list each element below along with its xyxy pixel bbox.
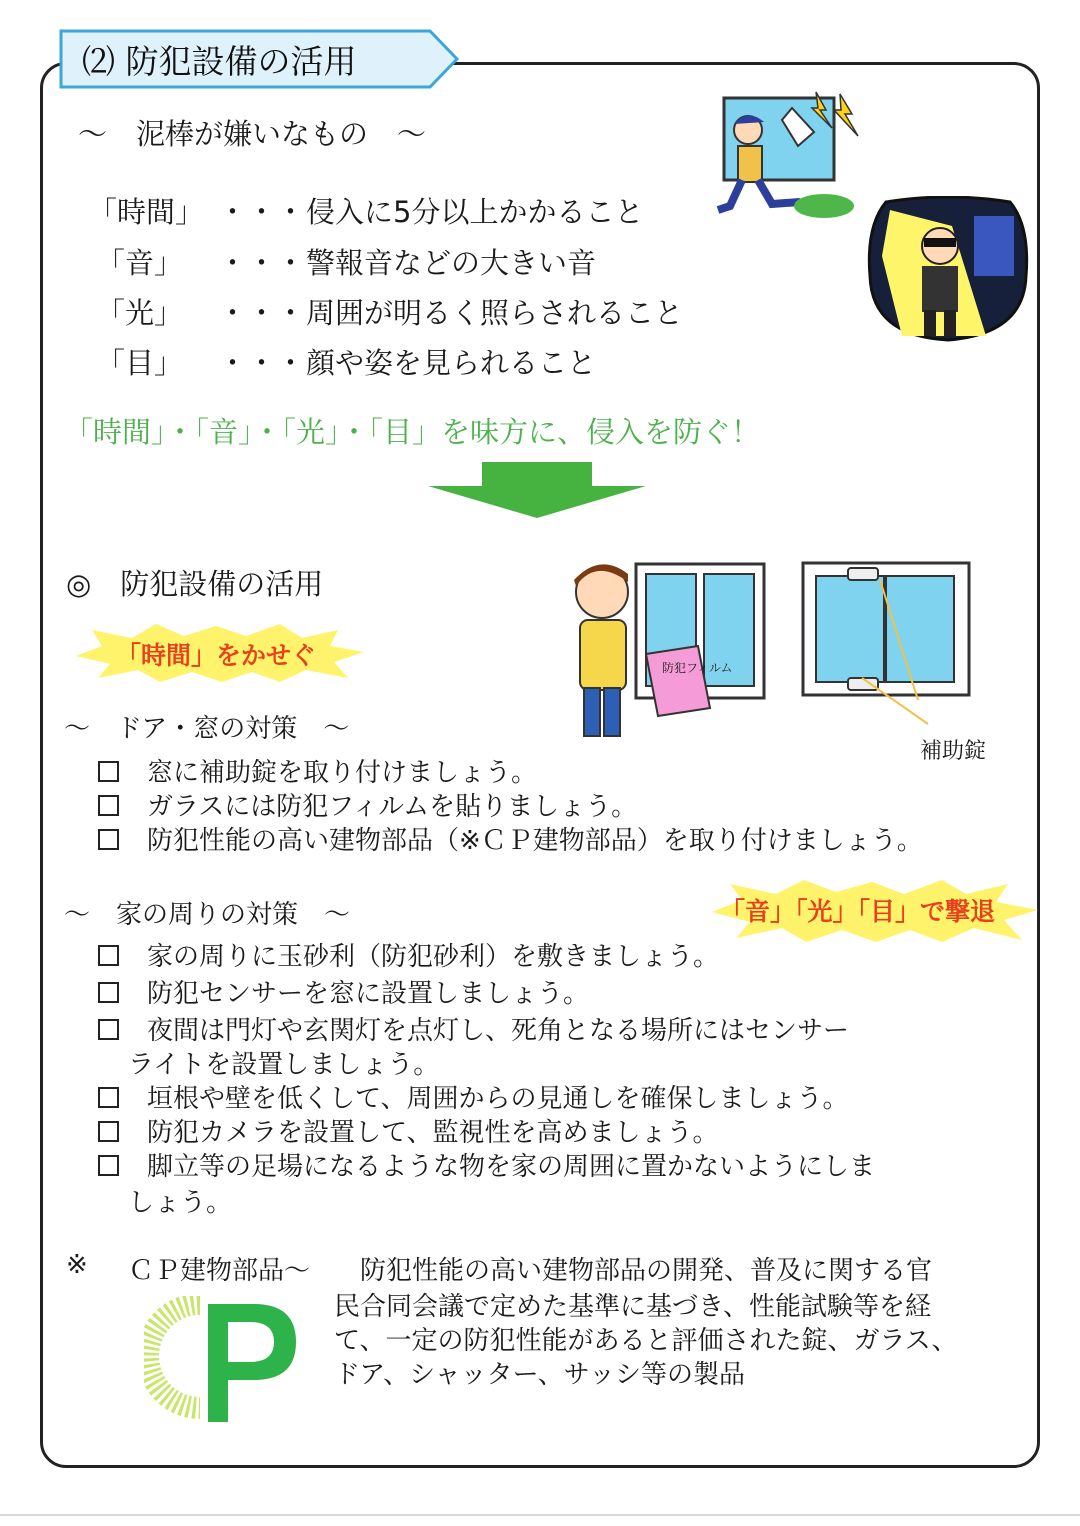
checkbox-icon <box>98 1121 119 1142</box>
checkbox-icon <box>98 761 119 782</box>
checklist-item: ガラスには防犯フィルムを貼りましょう。 <box>98 786 637 823</box>
lock-label: 補助錠 <box>920 739 987 764</box>
burst-time-label: 「時間」をかせぐ <box>116 641 317 670</box>
checkbox-icon <box>98 945 119 966</box>
note-line: ドア、シャッター、サッシ等の製品 <box>334 1360 746 1390</box>
dislikes-heading: ～ 泥棒が嫌いなもの ～ <box>78 117 427 151</box>
dislike-key-eye: 「目」 <box>96 346 184 380</box>
lock-pointer-lines <box>850 676 940 728</box>
dislike-dots: ・・・ <box>218 246 306 280</box>
dislike-desc-sound: 警報音などの大きい音 <box>306 246 597 280</box>
man-applying-film-illustration <box>566 558 768 744</box>
checklist-item: 脚立等の足場になるような物を家の周囲に置かないようにしま <box>98 1146 875 1183</box>
dislike-desc-time: 侵入に5分以上かかること <box>306 195 644 229</box>
checklist-item: 垣根や壁を低くして、周囲からの見通しを確保しましょう。 <box>98 1078 848 1115</box>
dislike-key-light: 「光」 <box>96 296 184 330</box>
note-line: て、一定の防犯性能があると評価された錠、ガラス、 <box>334 1326 958 1356</box>
checkbox-icon <box>98 1019 119 1040</box>
note-term: ＣＰ建物部品～ <box>128 1256 311 1286</box>
dislike-desc-light: 周囲が明るく照らされること <box>306 296 684 330</box>
checkbox-icon <box>98 829 119 850</box>
equipment-heading: ◎ 防犯設備の活用 <box>66 567 324 601</box>
checkbox-icon <box>98 795 119 816</box>
checkbox-icon <box>98 982 119 1003</box>
dislike-dots: ・・・ <box>218 195 306 229</box>
dislike-desc-eye: 顔や姿を見られること <box>306 346 597 380</box>
dislike-dots: ・・・ <box>218 296 306 330</box>
checklist-item: 防犯性能の高い建物部品（※ＣＰ建物部品）を取り付けましょう。 <box>98 820 923 857</box>
checklist-item: 防犯カメラを設置して、監視性を高めましょう。 <box>98 1112 718 1149</box>
dislike-key-sound: 「音」 <box>96 246 184 280</box>
door-window-heading: ～ ドア・窓の対策 ～ <box>64 714 350 744</box>
checklist-item-continuation: ライトを設置しましょう。 <box>128 1050 440 1080</box>
note-line: 民合同会議で定めた基準に基づき、性能試験等を経 <box>334 1292 931 1322</box>
checklist-item: 夜間は門灯や玄関灯を点灯し、死角となる場所にはセンサー <box>98 1010 849 1047</box>
burglar-spotlight-illustration <box>866 196 1030 344</box>
burglar-window-illustration <box>712 88 864 224</box>
checkbox-icon <box>98 1155 119 1176</box>
film-label: 防犯フィルム <box>662 661 733 675</box>
page-bottom-rule <box>0 1514 1080 1516</box>
checklist-item: 家の周りに玉砂利（防犯砂利）を敷きましょう。 <box>98 936 719 973</box>
slogan: 「時間」・「音」・「光」・「目」を味方に、侵入を防ぐ！ <box>64 415 761 449</box>
burst-repel-label: 「音」「光」「目」で撃退 <box>720 897 996 926</box>
section-title: ⑵ 防犯設備の活用 <box>82 42 357 81</box>
checkbox-icon <box>98 1087 119 1108</box>
down-arrow-icon <box>426 460 648 520</box>
house-heading: ～ 家の周りの対策 ～ <box>64 900 351 930</box>
note-mark: ※ <box>66 1250 88 1280</box>
checklist-item: 防犯センサーを窓に設置しましょう。 <box>98 973 589 1010</box>
cp-logo <box>144 1296 304 1424</box>
checklist-item: 窓に補助錠を取り付けましょう。 <box>98 752 537 789</box>
checklist-item-continuation: しょう。 <box>128 1188 233 1218</box>
dislike-key-time: 「時間」 <box>88 195 205 229</box>
note-line: 防犯性能の高い建物部品の開発、普及に関する官 <box>360 1256 933 1286</box>
dislike-dots: ・・・ <box>218 346 306 380</box>
